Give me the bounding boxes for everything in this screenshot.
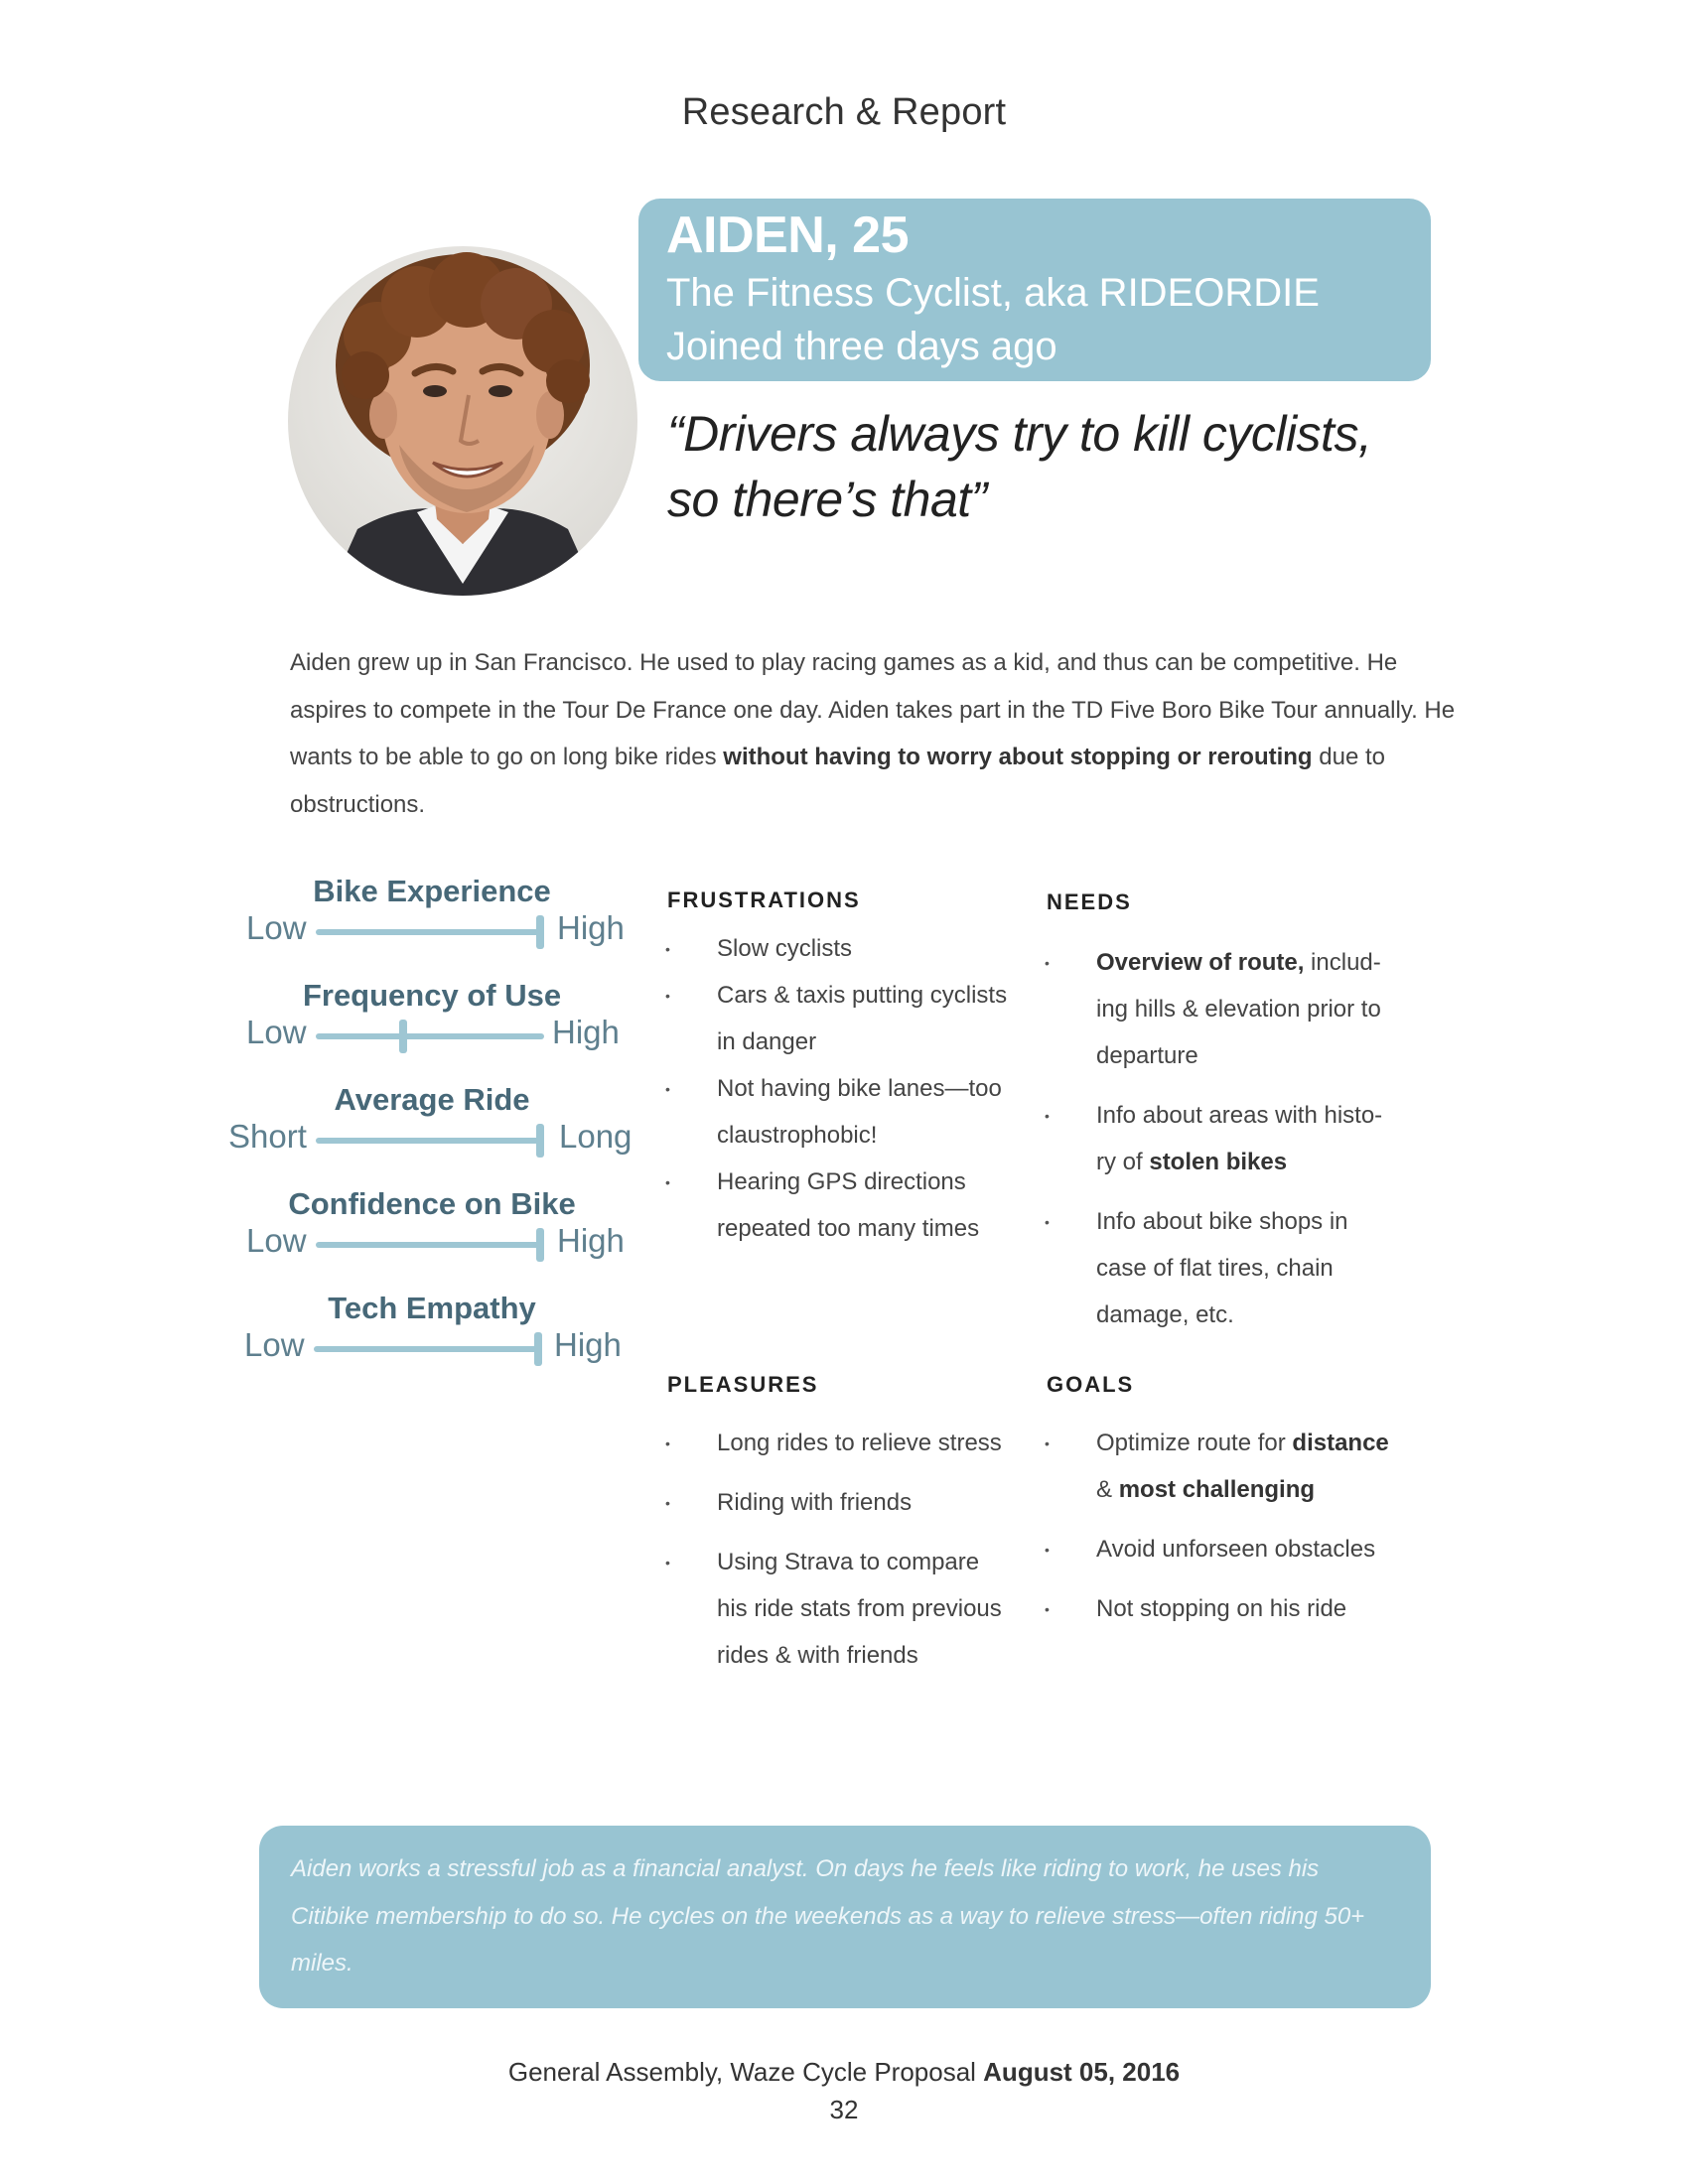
list-item: claustrophobic!: [717, 1122, 878, 1149]
slider-knob: [534, 1332, 542, 1366]
avatar-portrait: [288, 246, 637, 596]
slider-high-label: Long: [559, 1118, 633, 1155]
profile-name: AIDEN, 25: [666, 206, 910, 264]
footer-date: August 05, 2016: [983, 2057, 1181, 2087]
item-text: includ-: [1304, 949, 1381, 976]
bullet-dot: •: [1045, 955, 1050, 971]
item-text: ry of: [1096, 1149, 1150, 1175]
profile-banner: [638, 199, 1431, 381]
list-item: Slow cyclists: [717, 935, 853, 962]
persona-sliders: [213, 874, 650, 1390]
bio-text: Aiden grew up in San Francisco. He used to play racing games as a kid, and thus can be competitive. He aspires to compete in the Tour De France one day. Aiden takes part in the TD Five Boro Bike Tour annually. He wants to be able to go on long bike rides: [290, 649, 1456, 770]
summary-banner: [259, 1826, 1431, 2008]
slider-track: [316, 1242, 544, 1248]
item-emphasis: stolen bikes: [1149, 1149, 1288, 1175]
frustrations-heading: FRUSTRATIONS: [667, 887, 861, 912]
slider-title: Tech Empathy: [328, 1291, 536, 1325]
slider-track: [316, 1033, 544, 1039]
item-text: &: [1096, 1476, 1119, 1503]
slider-knob: [536, 1124, 544, 1158]
bullet-dot: •: [665, 1555, 670, 1570]
bullet-dot: •: [665, 1495, 670, 1511]
list-item: Cars & taxis putting cyclists: [717, 982, 1008, 1009]
slider-high-label: High: [557, 909, 625, 946]
profile-role: The Fitness Cyclist, aka RIDEORDIE: [666, 271, 1320, 315]
list-item: [1096, 1139, 1287, 1185]
list-item: Riding with friends: [717, 1489, 913, 1516]
bullet-dot: •: [665, 1081, 670, 1097]
slider-high-label: High: [554, 1326, 622, 1363]
item-text: Optimize route for: [1096, 1430, 1293, 1456]
list-item: Not stopping on his ride: [1096, 1595, 1347, 1622]
slider-title: Confidence on Bike: [288, 1186, 576, 1221]
footer-source: [0, 2057, 1688, 2088]
item-emphasis: Overview of route,: [1096, 949, 1305, 976]
list-item: his ride stats from previous: [717, 1595, 1002, 1622]
page-number: 32: [829, 2095, 859, 2124]
footer-source-text: General Assembly, Waze Cycle Proposal: [507, 2057, 984, 2087]
summary-text: Aiden works a stressful job as a financial analyst. On days he feels like riding to work, he uses his Citibike membership to do so. He cycles on the weekends as a way to relieve stress—often riding 50+ miles.: [291, 1855, 1365, 1977]
list-item: in danger: [717, 1028, 817, 1055]
list-item: damage, etc.: [1096, 1301, 1234, 1328]
bullet-dot: •: [1045, 1601, 1050, 1617]
bullet-dot: •: [665, 988, 670, 1004]
profile-joined: Joined three days ago: [666, 325, 1057, 368]
list-item: Info about areas with histo-: [1096, 1102, 1383, 1129]
list-item: departure: [1096, 1042, 1198, 1069]
avatar: [288, 246, 637, 596]
page-header-title: Research & Report: [681, 91, 1007, 133]
list-item: case of flat tires, chain: [1096, 1255, 1334, 1282]
needs-heading: NEEDS: [1047, 889, 1132, 914]
bullet-dot: •: [665, 1435, 670, 1451]
slider-high-label: High: [552, 1014, 620, 1050]
bio-emphasis: without having to worry about stopping or rerouting: [723, 744, 1313, 770]
list-item: rides & with friends: [717, 1642, 918, 1669]
slider-low-label: Low: [246, 909, 307, 946]
slider-knob: [399, 1020, 407, 1053]
list-item: Using Strava to compare: [717, 1549, 980, 1575]
slider-low-label: Low: [246, 1014, 307, 1050]
slider-low-label: Short: [228, 1118, 307, 1155]
quote-line: so there’s that”: [667, 472, 987, 527]
slider-track: [314, 1346, 542, 1352]
bullet-dot: •: [1045, 1214, 1050, 1230]
slider-track: [316, 929, 544, 935]
quote-line: “Drivers always try to kill cyclists,: [667, 406, 1372, 462]
bullet-dot: •: [1045, 1108, 1050, 1124]
list-item: Long rides to relieve stress: [717, 1430, 1002, 1456]
list-item: [1096, 939, 1381, 986]
persona-bio: [290, 639, 1462, 828]
slider-high-label: High: [557, 1222, 625, 1259]
list-item: repeated too many times: [717, 1215, 980, 1242]
bio-text: due to obstructions.: [290, 744, 1385, 818]
slider-track: [316, 1138, 544, 1144]
slider-title: Frequency of Use: [302, 978, 562, 1013]
slider-title: Bike Experience: [313, 874, 551, 908]
goals-heading: GOALS: [1047, 1372, 1135, 1397]
slider-low-label: Low: [246, 1222, 307, 1259]
persona-quote: [667, 401, 1422, 532]
bullet-dot: •: [665, 1174, 670, 1190]
list-item: [1096, 1420, 1389, 1466]
bullet-dot: •: [1045, 1435, 1050, 1451]
slider-knob: [536, 1228, 544, 1262]
item-emphasis: distance: [1292, 1430, 1389, 1456]
bullet-dot: •: [665, 941, 670, 957]
slider-low-label: Low: [244, 1326, 305, 1363]
list-item: Not having bike lanes—too: [717, 1075, 1002, 1102]
list-item: ing hills & elevation prior to: [1096, 996, 1381, 1023]
pleasures-heading: PLEASURES: [667, 1372, 819, 1397]
list-item: [1096, 1466, 1315, 1513]
slider-knob: [536, 915, 544, 949]
slider-title: Average Ride: [334, 1082, 530, 1117]
bullet-dot: •: [1045, 1542, 1050, 1558]
list-item: Info about bike shops in: [1096, 1208, 1348, 1235]
item-emphasis: most challenging: [1118, 1476, 1316, 1503]
list-item: Avoid unforseen obstacles: [1096, 1536, 1376, 1563]
list-item: Hearing GPS directions: [717, 1168, 966, 1195]
